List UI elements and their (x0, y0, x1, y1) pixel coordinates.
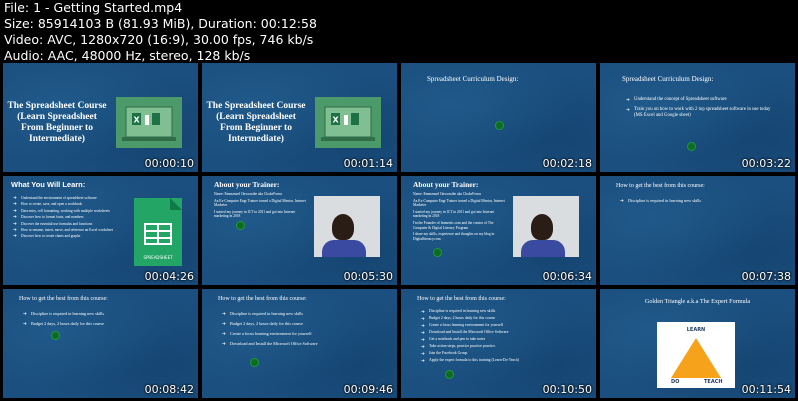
trainer-line: I started my journey in ICT in 2011 and got into Internet marketing in 2018 (214, 209, 296, 219)
trainer-line: I started my journey in ICT in 2011 and got into Internet marketing in 2018 (413, 209, 495, 219)
thumbnail-1[interactable] (3, 63, 198, 172)
bullet-item: ➔ Create a focus learning environment for yourself (421, 323, 571, 328)
bullet-item: ➔ Understand the concept of Spreadsheet software (626, 97, 776, 103)
triangle-label-teach: TEACH (704, 379, 723, 385)
thumbnail-9[interactable] (3, 289, 198, 398)
file-name: File: 1 - Getting Started.mp4 (4, 0, 183, 15)
cursor-marker (495, 121, 504, 130)
timestamp: 00:01:14 (343, 157, 393, 170)
thumbnail-grid (3, 63, 797, 399)
bullet-item: ➔ Get a notebook and pen to take notes (421, 337, 571, 342)
bullet-item: ➔ Budget 2 days, 2 hours daily for this course (222, 321, 372, 327)
bullet-item: ➔ Apply the expert formula to this training (Learn-Do-Teach) (421, 358, 571, 363)
thumbnail-8[interactable] (600, 176, 795, 285)
thumbnail-4[interactable] (600, 63, 795, 172)
trainer-title: About your Trainer: (214, 180, 280, 189)
learn-title: What You Will Learn: (11, 180, 86, 189)
svg-text:X: X (332, 115, 339, 125)
bullet-item: ➔ Understand the environment of spreadsheet software (13, 196, 123, 200)
trainer-title: About your Trainer: (413, 180, 479, 189)
thumbnail-7[interactable] (401, 176, 596, 285)
trainer-line: I share my skills, experience and thoughts on my blog in Digitalliteracy.com (413, 232, 495, 241)
bullet-item: ➔ Discipline is required in learning new skills (23, 311, 173, 317)
bullet-item: ➔ Create a focus learning environment for yourself (222, 331, 372, 337)
bullet-item: ➔ Download and Install the Microsoft Office Software (222, 341, 372, 347)
timestamp: 00:00:10 (144, 157, 194, 170)
thumbnail-3[interactable] (401, 63, 596, 172)
timestamp: 00:09:46 (343, 383, 393, 396)
howto-bullets (620, 198, 770, 208)
howto-title: How to get the best from this course: (19, 296, 108, 302)
file-size-duration: Size: 85914103 B (81.93 MiB), Duration: 00:12:58 (4, 16, 317, 31)
course-title: The Spreadsheet Course (Learn Spreadsheet From Beginner to Intermediate) (206, 101, 306, 144)
trainer-line: An Ex-Computer Engr Trainer turned a Digital Mentor, Internet Marketer (214, 198, 306, 208)
bullet-item: ➔ Download and Install the Microsoft Office Software (421, 330, 571, 335)
audio-info: Audio: AAC, 48000 Hz, stereo, 128 kb/s (4, 48, 251, 63)
cursor-marker (250, 358, 259, 367)
bullet-item: ➔ Join the Facebook Group (421, 351, 571, 356)
curriculum-title: Spreadsheet Curriculum Design: (622, 75, 714, 83)
curriculum-title: Spreadsheet Curriculum Design: (427, 75, 519, 83)
bullet-item: ➔ Discover the essential use formulas and functions (13, 222, 123, 226)
bullet-item: ➔ Budget 2 days, 2 hours daily for this course (421, 316, 571, 321)
google-sheets-icon (134, 198, 182, 266)
cursor-marker (687, 142, 696, 151)
bullet-item: ➔ How to create, save, and open a workbook (13, 202, 123, 206)
timestamp: 00:07:38 (741, 270, 791, 283)
thumbnail-12[interactable] (600, 289, 795, 398)
thumbnail-2[interactable] (202, 63, 397, 172)
thumbnail-10[interactable] (202, 289, 397, 398)
timestamp: 00:08:42 (144, 383, 194, 396)
trainer-line: An Ex-Computer Engr Trainer turned a Digital Mentor, Internet Marketer (413, 198, 505, 208)
cursor-marker (51, 331, 60, 340)
cursor-marker (445, 370, 454, 379)
curriculum-bullets (626, 97, 776, 124)
thumbnail-6[interactable] (202, 176, 397, 285)
bullet-item: ➔ Take action steps, practice practice practice. (421, 344, 571, 349)
thumbnail-5[interactable] (3, 176, 198, 285)
bullet-item: ➔ Train you on how to work with 2 top spreadsheet software in use today (MS Excel and Google sheet) (626, 107, 776, 119)
laptop-icon (116, 97, 182, 148)
laptop-icon (315, 97, 381, 148)
bullet-item: ➔ Discipline is required in learning new skills (222, 311, 372, 317)
howto-bullets (421, 309, 571, 365)
triangle-label-do: DO (671, 379, 680, 385)
timestamp: 00:11:54 (741, 383, 791, 396)
file-info-header (4, 0, 794, 64)
bullet-item: ➔ How to rename, insert, move, and reference an Excel worksheet (13, 228, 123, 232)
timestamp: 00:06:34 (542, 270, 592, 283)
timestamp: 00:05:30 (343, 270, 393, 283)
trainer-photo (314, 196, 380, 257)
learn-bullets (13, 196, 123, 241)
trainer-bio (214, 192, 309, 219)
bullet-item: ➔ Data entry, cell formatting, working with multiple worksheets (13, 209, 123, 213)
sheets-label: SPREADSHEET (143, 255, 173, 260)
timestamp: 00:03:22 (741, 157, 791, 170)
howto-title: How to get the best from this course: (417, 296, 506, 302)
golden-triangle-title: Golden Triangle a.k.a The Expert Formula (644, 298, 751, 305)
cursor-marker (236, 221, 245, 230)
timestamp: 00:02:18 (542, 157, 592, 170)
timestamp: 00:04:26 (144, 270, 194, 283)
cursor-marker (433, 248, 442, 257)
excel-illustration (116, 97, 182, 148)
bullet-item: ➔ Discipline is required in learning new skills (620, 198, 770, 204)
howto-title: How to get the best from this course: (616, 183, 705, 189)
course-title: The Spreadsheet Course (Learn Spreadsheet From Beginner to Intermediate) (7, 101, 107, 144)
bullet-item: ➔ Budget 2 days, 2 hours daily for this course (23, 321, 173, 327)
trainer-bio (413, 192, 508, 241)
timestamp: 00:10:50 (542, 383, 592, 396)
howto-bullets (23, 311, 173, 331)
bullet-item: ➔ Discipline is required in learning new skills (421, 309, 571, 314)
bullet-item: ➔ Discover how to create charts and graphs (13, 234, 123, 238)
trainer-photo (513, 196, 579, 257)
howto-bullets (222, 311, 372, 351)
golden-triangle-diagram (657, 322, 735, 388)
bullet-item: ➔ Discover how to format fonts, and numbers (13, 215, 123, 219)
excel-illustration (315, 97, 381, 148)
triangle-label-learn: LEARN (686, 327, 706, 333)
howto-title: How to get the best from this course: (218, 296, 307, 302)
thumbnail-11[interactable] (401, 289, 596, 398)
svg-text:X: X (133, 115, 140, 125)
video-info: Video: AVC, 1280x720 (16:9), 30.00 fps, 746 kb/s (4, 32, 314, 47)
trainer-line: Name: Emmanuel Onwuruibe aka ChokeFornu (214, 192, 282, 196)
trainer-line: Name: Emmanuel Onwuruibe aka ChokeFornu (413, 192, 481, 196)
trainer-line: I'm the Founder of Immertic.com and the creator of The Computer & Digital Literacy Program (413, 220, 494, 230)
